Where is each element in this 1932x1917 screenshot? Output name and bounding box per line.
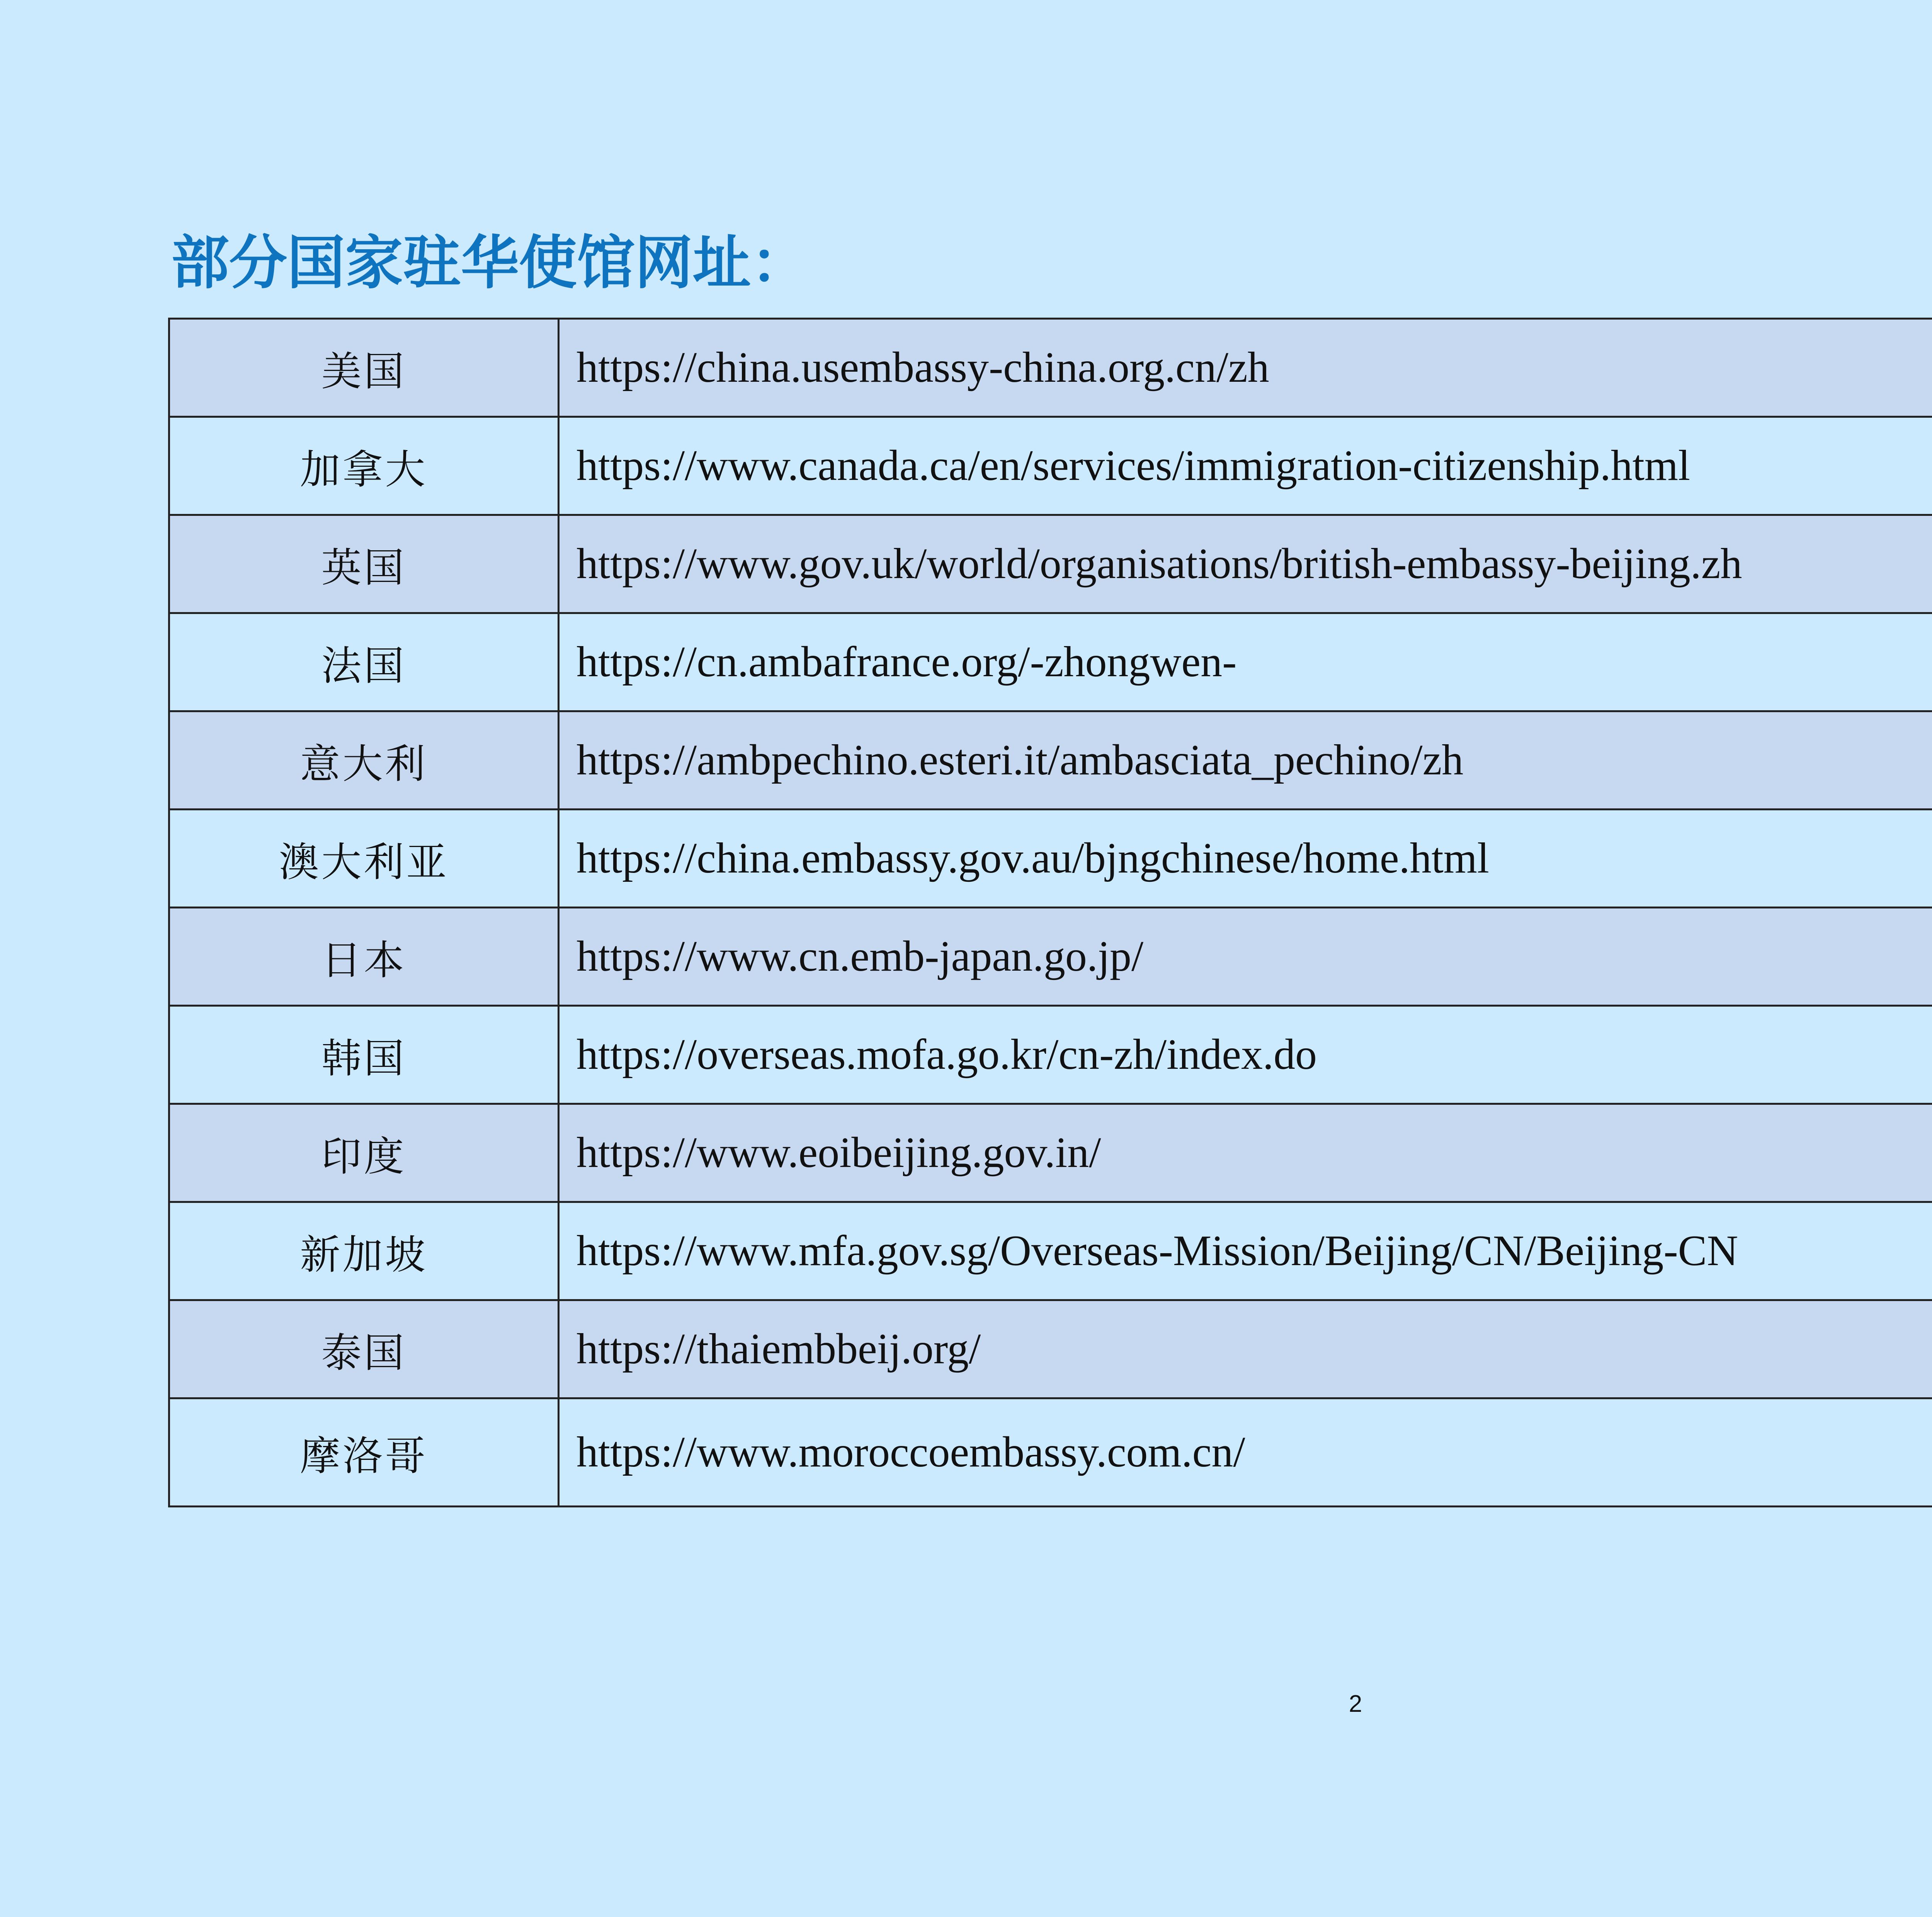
table-row xyxy=(169,1300,1932,1398)
table-row xyxy=(169,1202,1932,1300)
url-cell[interactable]: https://www.cn.emb-japan.go.jp/ xyxy=(559,908,1932,1006)
url-cell[interactable]: https://ambpechino.esteri.it/ambasciata_pechino/zh xyxy=(559,711,1932,810)
table-row xyxy=(169,1104,1932,1202)
page-number: 2 xyxy=(1349,1691,1362,1717)
country-cell: 泰国 xyxy=(169,1300,559,1398)
country-cell: 美国 xyxy=(169,319,559,417)
country-cell: 韩国 xyxy=(169,1006,559,1104)
table-row xyxy=(169,711,1932,810)
table-row xyxy=(169,613,1932,711)
country-cell: 法国 xyxy=(169,613,559,711)
url-cell[interactable]: https://www.eoibeijing.gov.in/ xyxy=(559,1104,1932,1202)
country-cell: 加拿大 xyxy=(169,417,559,515)
page-title: 部分国家驻华使馆网址： xyxy=(171,229,809,297)
url-cell[interactable]: https://overseas.mofa.go.kr/cn-zh/index.do xyxy=(559,1006,1932,1104)
country-cell: 摩洛哥 xyxy=(169,1398,559,1507)
url-cell[interactable]: https://cn.ambafrance.org/-zhongwen- xyxy=(559,613,1932,711)
table-row xyxy=(169,417,1932,515)
table-row xyxy=(169,1006,1932,1104)
country-cell: 印度 xyxy=(169,1104,559,1202)
table-row xyxy=(169,515,1932,613)
country-cell: 英国 xyxy=(169,515,559,613)
url-cell[interactable]: https://www.mfa.gov.sg/Overseas-Mission/Beijing/CN/Beijing-CN xyxy=(559,1202,1932,1300)
country-cell: 新加坡 xyxy=(169,1202,559,1300)
url-cell[interactable]: https://www.gov.uk/world/organisations/british-embassy-beijing.zh xyxy=(559,515,1932,613)
url-cell[interactable]: https://www.canada.ca/en/services/immigration-citizenship.html xyxy=(559,417,1932,515)
table-row xyxy=(169,810,1932,908)
country-cell: 意大利 xyxy=(169,711,559,810)
url-cell[interactable]: https://www.moroccoembassy.com.cn/ xyxy=(559,1398,1932,1507)
table-row xyxy=(169,908,1932,1006)
url-cell[interactable]: https://china.usembassy-china.org.cn/zh xyxy=(559,319,1932,417)
embassy-url-table xyxy=(168,318,1932,1507)
country-cell: 日本 xyxy=(169,908,559,1006)
table-row xyxy=(169,319,1932,417)
table-row xyxy=(169,1398,1932,1507)
url-cell[interactable]: https://thaiembbeij.org/ xyxy=(559,1300,1932,1398)
url-cell[interactable]: https://china.embassy.gov.au/bjngchinese/home.html xyxy=(559,810,1932,908)
country-cell: 澳大利亚 xyxy=(169,810,559,908)
